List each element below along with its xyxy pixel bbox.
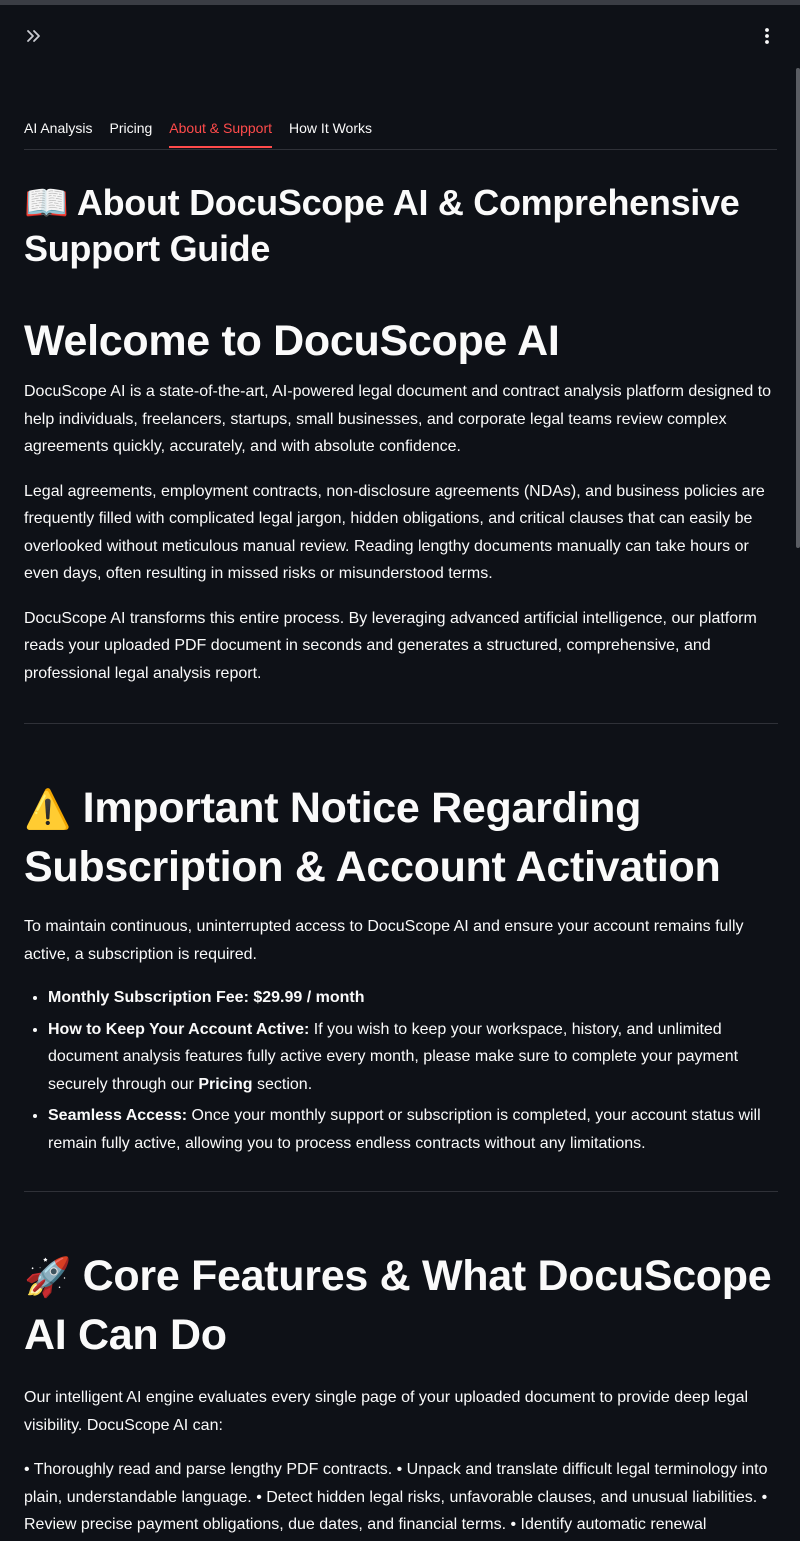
page-scrollbar[interactable] xyxy=(796,68,800,548)
list-item: • Seamless Access: Once your monthly support or subscription is completed, your account status will remain fully active, allowing you to process endless contracts without any limitations. xyxy=(48,1102,778,1157)
tab-pricing[interactable]: Pricing xyxy=(109,120,153,136)
top-border xyxy=(0,0,800,5)
notice-list xyxy=(24,984,778,1157)
rocket-icon: 🚀 xyxy=(24,1257,72,1299)
welcome-heading: Welcome to DocuScope AI xyxy=(24,317,560,365)
tab-bar xyxy=(24,112,777,150)
welcome-paragraph-1: DocuScope AI is a state-of-the-art, AI-powered legal document and contract analysis platform designed to help individuals, freelancers, startups, small businesses, and corporate legal teams review complex agreements quickly, accurately, and with absolute confidence. xyxy=(24,383,772,455)
tab-how-it-works[interactable]: How It Works xyxy=(289,120,373,136)
list-item: • How to Keep Your Account Active: If you wish to keep your workspace, history, and unlimited document analysis features fully active every month, please make sure to complete your payment securely through our Pricing section. xyxy=(48,1016,778,1099)
features-list: • Thoroughly read and parse lengthy PDF contracts. • Unpack and translate difficult legal terminology into plain, understandable language. • Detect hidden legal risks, unfavorable clauses, and unusual liabilities. • Review precise payment obligations, due dates, and financial terms. • Identify automatic renewal xyxy=(24,1461,768,1533)
expand-sidebar-button[interactable] xyxy=(22,24,46,48)
kebab-menu-icon xyxy=(764,27,770,45)
list-item: • Monthly Subscription Fee: $29.99 / month xyxy=(48,984,778,1012)
double-chevron-right-icon xyxy=(25,27,43,45)
features-intro: Our intelligent AI engine evaluates every single page of your uploaded document to provide deep legal visibility. DocuScope AI can: xyxy=(24,1389,749,1434)
main-content xyxy=(24,180,778,1539)
features-heading-text: Core Features & What DocuScope AI Can Do xyxy=(24,1252,772,1359)
welcome-paragraph-2: Legal agreements, employment contracts, non-disclosure agreements (NDAs), and business policies are frequently filled with complicated legal jargon, hidden obligations, and critical clauses that can easily be overlooked without meticulous manual review. Reading lengthy documents manually can take hours or even days, often resulting in missed risks or misunderstood terms. xyxy=(24,482,765,582)
page-title-text: About DocuScope AI & Comprehensive Support Guide xyxy=(24,182,740,269)
notice-heading-text: Important Notice Regarding Subscription & Account Activation xyxy=(24,784,721,891)
main-menu-button[interactable] xyxy=(755,24,779,48)
warning-icon: ⚠️ xyxy=(24,789,72,831)
tab-about-support[interactable]: About & Support xyxy=(169,112,272,148)
page-title xyxy=(24,180,778,272)
notice-intro: To maintain continuous, uninterrupted access to DocuScope AI and ensure your account remains fully active, a subscription is required. xyxy=(24,918,744,963)
welcome-paragraph-3: DocuScope AI transforms this entire process. By leveraging advanced artificial intelligence, our platform reads your uploaded PDF document in seconds and generates a structured, comprehensive, and professional legal analysis report. xyxy=(24,609,757,682)
book-icon: 📖 xyxy=(24,182,69,223)
pricing-link-text: Pricing xyxy=(198,1075,253,1093)
tab-ai-analysis[interactable]: AI Analysis xyxy=(24,120,93,136)
features-heading xyxy=(24,1248,778,1364)
notice-heading xyxy=(24,780,778,896)
